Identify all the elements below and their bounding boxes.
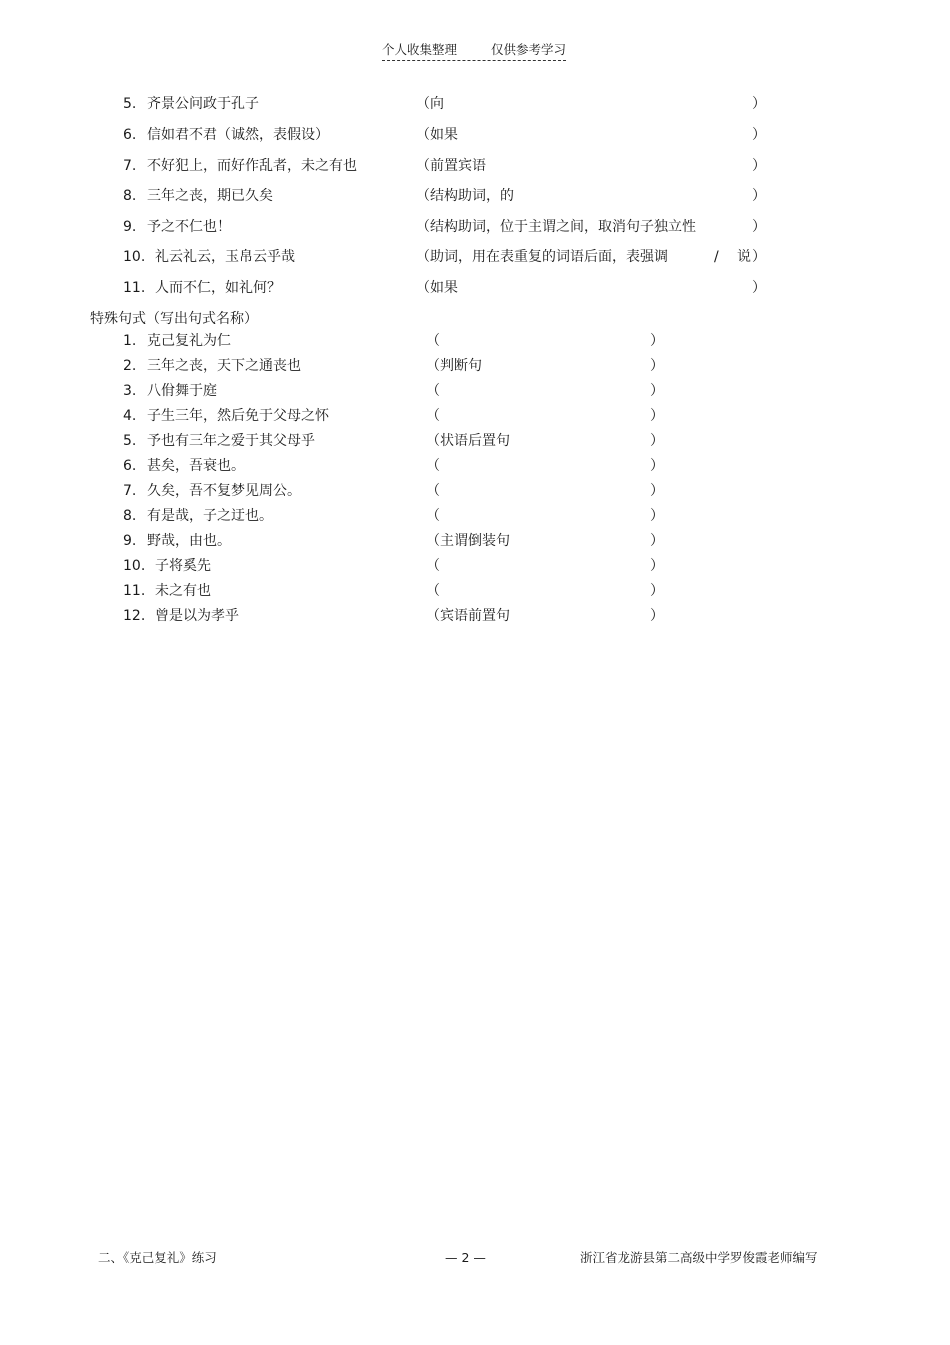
header-right: 仅供参考学习 bbox=[490, 42, 566, 57]
page-number: — 2 — bbox=[445, 1250, 486, 1265]
item-text: 齐景公问政于孔子 bbox=[147, 96, 259, 112]
section-title: 特殊句式（写出句式名称） bbox=[90, 311, 258, 327]
footer-right: 浙江省龙游县第二高级中学罗俊霞老师编写 bbox=[580, 1250, 818, 1265]
footer-left: 二、《克己复礼》练习 bbox=[98, 1250, 217, 1265]
header-left: 个人收集整理 bbox=[382, 42, 458, 57]
page-header bbox=[382, 40, 566, 61]
